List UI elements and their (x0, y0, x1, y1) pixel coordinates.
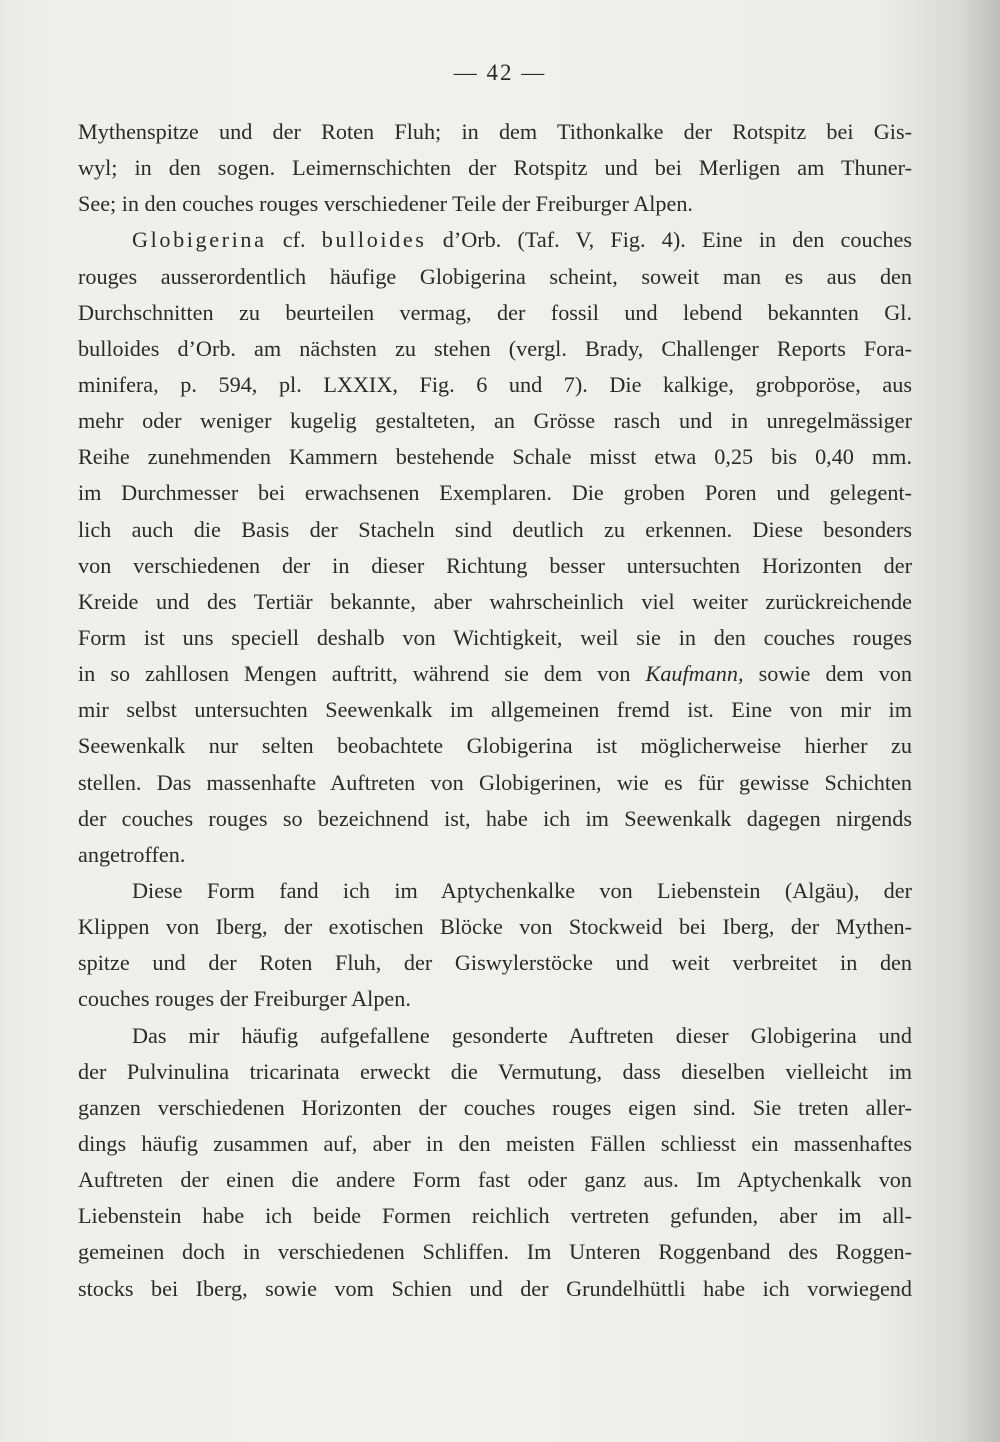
text-line: mehr oder weniger kugelig gestalteten, an Grösse rasch und in unregelmässiger (78, 408, 912, 434)
body-text (78, 114, 912, 1307)
text-line: lich auch die Basis der Stacheln sind deutlich zu erkennen. Diese besonders (78, 516, 912, 542)
text-line (78, 656, 912, 692)
text-line: der Pulvinulina tricarinata erweckt die Vermutung, dass dieselben vielleicht im (78, 1058, 912, 1084)
text-line: wyl; in den sogen. Leimernschichten der Rotspitz und bei Merligen am Thuner- (78, 155, 912, 181)
text-line: Diese Form fand ich im Aptychenkalke von Liebenstein (Algäu), der (132, 877, 912, 903)
italic-name: Kaufmann, (645, 661, 744, 687)
text-line: Klippen von Iberg, der exotischen Blöcke von Stockweid bei Iberg, der Mythen- (78, 914, 912, 940)
text-line: gemeinen doch in verschiedenen Schliffen. Im Unteren Roggenband des Roggen- (78, 1239, 912, 1265)
text-line: von verschiedenen der in dieser Richtung besser untersuchten Horizonten der (78, 552, 912, 578)
text-line: ganzen verschiedenen Horizonten der couches rouges eigen sind. Sie treten aller- (78, 1094, 912, 1120)
text-line: mir selbst untersuchten Seewenkalk im allgemeinen fremd ist. Eine von mir im (78, 697, 912, 723)
text-line: angetroffen. (78, 841, 186, 867)
text-line: spitze und der Roten Fluh, der Giswylerstöcke und weit verbreitet in den (78, 950, 912, 976)
text-segment: cf. (266, 227, 322, 253)
text-line: Durchschnitten zu beurteilen vermag, der fossil und lebend bekannten Gl. (78, 299, 912, 325)
text-line: Form ist uns speciell deshalb von Wichtigkeit, weil sie in den couches rouges (78, 624, 912, 650)
page-number: — 42 — (453, 60, 547, 85)
text-line: rouges ausserordentlich häufige Globigerina scheint, soweit man es aus den (78, 263, 912, 289)
spaced-taxon-name: bulloides (321, 227, 427, 253)
text-segment: in so zahllosen Mengen auftritt, während sie dem von (78, 661, 646, 687)
spaced-taxon-name: Globigerina (132, 227, 267, 253)
text-line (78, 222, 912, 258)
text-line: Seewenkalk nur selten beobachtete Globigerina ist möglicherweise hierher zu (78, 733, 912, 759)
text-line: im Durchmesser bei erwachsenen Exemplaren. Die groben Poren und gelegent- (78, 480, 912, 506)
text-segment: sowie dem von (743, 661, 912, 687)
text-line: Liebenstein habe ich beide Formen reichlich vertreten gefunden, aber im all- (78, 1203, 912, 1229)
text-line: stocks bei Iberg, sowie vom Schien und der Grundelhüttli habe ich vorwiegend (78, 1275, 912, 1301)
text-line: minifera, p. 594, pl. LXXIX, Fig. 6 und 7). Die kalkige, grobporöse, aus (78, 371, 912, 397)
paragraph (78, 1018, 912, 1307)
text-line: stellen. Das massenhafte Auftreten von Globigerinen, wie es für gewisse Schichten (78, 769, 912, 795)
text-line: Reihe zunehmenden Kammern bestehende Schale misst etwa 0,25 bis 0,40 mm. (78, 444, 912, 470)
text-line: der couches rouges so bezeichnend ist, habe ich im Seewenkalk dagegen nirgends (78, 805, 912, 831)
text-line: bulloides d’Orb. am nächsten zu stehen (vergl. Brady, Challenger Reports Fora- (78, 335, 912, 361)
text-line: Auftreten der einen die andere Form fast oder ganz aus. Im Aptychenkalk von (78, 1167, 912, 1193)
text-line: Kreide und des Tertiär bekannte, aber wahrscheinlich viel weiter zurückreichende (78, 588, 912, 614)
text-line: dings häufig zusammen auf, aber in den meisten Fällen schliesst ein massenhaftes (78, 1130, 912, 1156)
text-segment: d’Orb. (Taf. V, Fig. 4). Eine in den couches (426, 227, 912, 253)
text-line: See; in den couches rouges verschiedener Teile der Freiburger Alpen. (78, 191, 693, 217)
paragraph (78, 873, 912, 1018)
paragraph (78, 114, 912, 222)
text-line: Mythenspitze und der Roten Fluh; in dem Tithonkalke der Rotspitz bei Gis- (78, 119, 912, 144)
text-line: Das mir häufig aufgefallene gesonderte Auftreten dieser Globigerina und (132, 1022, 912, 1048)
paragraph (78, 222, 912, 873)
text-line: couches rouges der Freiburger Alpen. (78, 986, 411, 1012)
